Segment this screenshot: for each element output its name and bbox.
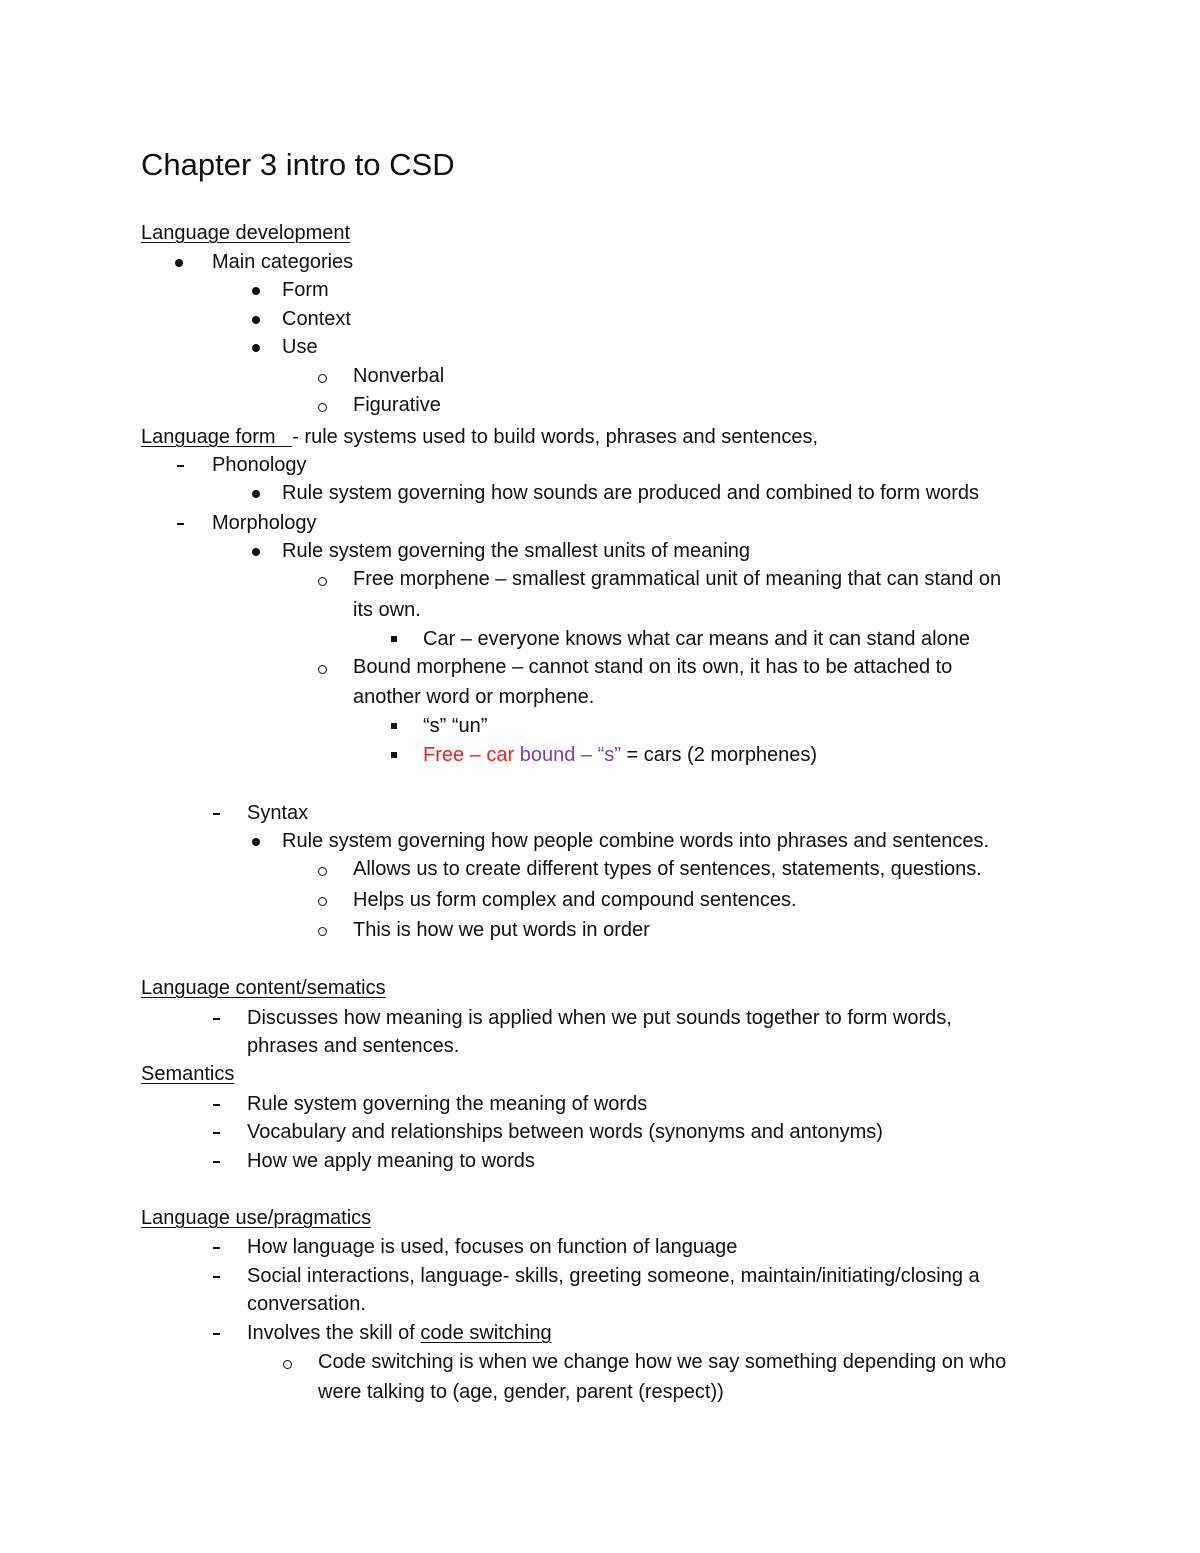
list-item: Rule system governing how sounds are produced and combined to form words [282, 482, 980, 504]
bullet-circle [318, 927, 327, 936]
list-item: Discusses how meaning is applied when we put sounds together to form words, [247, 1007, 952, 1029]
list-item: How we apply meaning to words [247, 1150, 535, 1172]
bullet-dash [213, 1104, 220, 1106]
bullet-dash [213, 1161, 220, 1163]
list-item: Code switching is when we change how we say something depending on who [318, 1351, 1007, 1373]
list-item: “s” “un” [423, 715, 488, 737]
bullet-circle [318, 403, 327, 412]
list-item: Form [282, 279, 329, 301]
list-item: Bound morphene – cannot stand on its own, it has to be attached to [353, 656, 953, 678]
bullet-disc [175, 259, 183, 267]
bullet-circle [318, 374, 327, 383]
language-form-line [141, 423, 818, 451]
bullet-dash [213, 1247, 220, 1249]
bound-example-text: bound – “s” [519, 744, 621, 766]
heading-language-form: Language form [141, 426, 276, 448]
list-item-continuation: were talking to (age, gender, parent (respect)) [318, 1381, 724, 1403]
list-item: Vocabulary and relationships between words (synonyms and antonyms) [247, 1121, 883, 1143]
list-item: Use [282, 336, 318, 358]
bullet-dash [213, 813, 220, 815]
list-item [247, 1319, 552, 1347]
list-item: Rule system governing the meaning of words [247, 1093, 648, 1115]
list-item: How language is used, focuses on function of language [247, 1236, 738, 1258]
list-item: Figurative [353, 394, 441, 416]
heading-language-development: Language development [141, 222, 351, 244]
list-item: Nonverbal [353, 365, 445, 387]
list-item: Main categories [212, 251, 354, 273]
list-item: Social interactions, language- skills, greeting someone, maintain/initiating/closing a [247, 1265, 980, 1287]
bullet-disc [252, 344, 260, 352]
free-example-text: Free – car [423, 744, 515, 766]
list-item: Context [282, 308, 351, 330]
list-item: Car – everyone knows what car means and it can stand alone [423, 628, 970, 650]
list-item: Allows us to create different types of sentences, statements, questions. [353, 858, 982, 880]
list-item-continuation: conversation. [247, 1293, 366, 1315]
bullet-circle [318, 897, 327, 906]
heading-language-use: Language use/pragmatics [141, 1207, 372, 1229]
list-item: Morphology [212, 512, 317, 534]
heading-semantics: Semantics [141, 1063, 235, 1085]
heading-language-content: Language content/sematics [141, 977, 386, 999]
bullet-disc [252, 490, 260, 498]
list-item: Helps us form complex and compound sentences. [353, 889, 797, 911]
list-item-continuation: phrases and sentences. [247, 1035, 460, 1057]
bullet-dash [213, 1132, 220, 1134]
bullet-disc [252, 548, 260, 556]
list-item: Free morphene – smallest grammatical unit of meaning that can stand on [353, 568, 1002, 590]
language-form-definition: - rule systems used to build words, phrases and sentences, [292, 426, 819, 448]
page-title: Chapter 3 intro to CSD [141, 147, 455, 182]
bullet-square [391, 723, 397, 729]
bullet-disc [252, 838, 260, 846]
bullet-dash [177, 523, 184, 525]
bullet-square [391, 752, 397, 758]
bullet-dash [213, 1333, 220, 1335]
list-item-continuation: its own. [353, 599, 421, 621]
example-result-text: = cars (2 morphenes) [626, 744, 818, 766]
code-switching-term: code switching [420, 1322, 552, 1344]
list-item: Syntax [247, 802, 309, 824]
bullet-dash [177, 465, 184, 467]
code-switching-prefix: Involves the skill of [247, 1322, 415, 1344]
bullet-circle [318, 867, 327, 876]
bullet-dash [213, 1018, 220, 1020]
list-item: Rule system governing how people combine words into phrases and sentences. [282, 830, 990, 852]
list-item-continuation: another word or morphene. [353, 686, 595, 708]
list-item: Phonology [212, 454, 307, 476]
bullet-disc [252, 316, 260, 324]
list-item: This is how we put words in order [353, 919, 650, 941]
bullet-disc [252, 287, 260, 295]
morpheme-example [423, 741, 817, 769]
heading-underline-gap [276, 426, 293, 448]
bullet-square [391, 636, 397, 642]
list-item: Rule system governing the smallest units of meaning [282, 540, 751, 562]
bullet-circle [318, 577, 327, 586]
bullet-circle [318, 665, 327, 674]
bullet-circle [283, 1360, 292, 1369]
bullet-dash [213, 1276, 220, 1278]
